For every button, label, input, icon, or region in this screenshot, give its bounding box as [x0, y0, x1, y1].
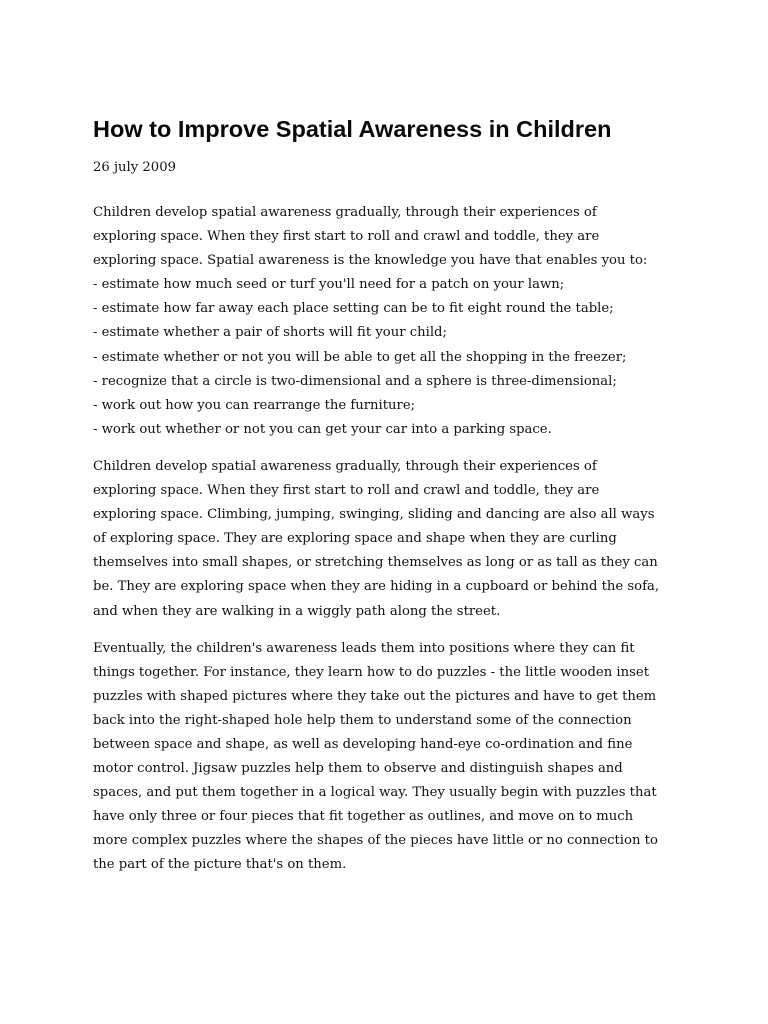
paragraph-line: Children develop spatial awareness gradually, through their experiences of — [93, 458, 597, 474]
article-title: How to Improve Spatial Awareness in Children — [93, 116, 612, 142]
paragraph-line: puzzles with shaped pictures where they take out the pictures and have to get them — [93, 688, 657, 704]
list-item: - recognize that a circle is two-dimensional and a sphere is three-dimensional; — [93, 373, 617, 389]
paragraph-line: Children develop spatial awareness gradually, through their experiences of — [93, 205, 597, 220]
list-item: - work out whether or not you can get your car into a parking space. — [93, 421, 552, 437]
paragraph-line: exploring space. Spatial awareness is the knowledge you have that enables you to: — [93, 253, 648, 269]
list-item: - estimate whether or not you will be able to get all the shopping in the freezer; — [93, 349, 627, 365]
paragraph-line: themselves into small shapes, or stretching themselves as long or as tall as they can — [93, 555, 658, 571]
paragraph-line: the part of the picture that's on them. — [93, 857, 347, 873]
article-date: 26 july 2009 — [93, 160, 176, 175]
paragraph-3 — [93, 637, 685, 878]
paragraph-line: motor control. Jigsaw puzzles help them to observe and distinguish shapes and — [93, 761, 623, 777]
paragraph-line: between space and shape, as well as developing hand-eye co-ordination and fine — [93, 736, 633, 752]
paragraph-line: things together. For instance, they learn how to do puzzles - the little wooden inset — [93, 664, 650, 680]
paragraph-line: exploring space. When they first start to roll and crawl and toddle, they are — [93, 229, 600, 245]
list-item: - estimate how far away each place setting can be to fit eight round the table; — [93, 301, 614, 317]
paragraph-line: more complex puzzles where the shapes of the pieces have little or no connection to — [93, 833, 658, 849]
list-item: - estimate whether a pair of shorts will fit your child; — [93, 325, 447, 341]
paragraph-line: spaces, and put them together in a logical way. They usually begin with puzzles that — [93, 785, 657, 801]
paragraph-line: of exploring space. They are exploring space and shape when they are curling — [93, 531, 617, 547]
paragraph-1 — [93, 201, 685, 442]
paragraph-line: Eventually, the children's awareness leads them into positions where they can fit — [93, 640, 635, 656]
paragraph-line: and when they are walking in a wiggly path along the street. — [93, 603, 501, 619]
article — [93, 114, 685, 878]
paragraph-line: exploring space. Climbing, jumping, swinging, sliding and dancing are also all ways — [93, 507, 655, 523]
paragraph-line: exploring space. When they first start to roll and crawl and toddle, they are — [93, 483, 600, 499]
paragraph-line: back into the right-shaped hole help them to understand some of the connection — [93, 712, 632, 728]
list-item: - estimate how much seed or turf you'll need for a patch on your lawn; — [93, 277, 565, 293]
paragraph-line: be. They are exploring space when they are hiding in a cupboard or behind the sofa, — [93, 579, 660, 595]
paragraph-2 — [93, 455, 685, 624]
list-item: - work out how you can rearrange the furniture; — [93, 397, 416, 413]
paragraph-line: have only three or four pieces that fit together as outlines, and move on to much — [93, 809, 634, 825]
